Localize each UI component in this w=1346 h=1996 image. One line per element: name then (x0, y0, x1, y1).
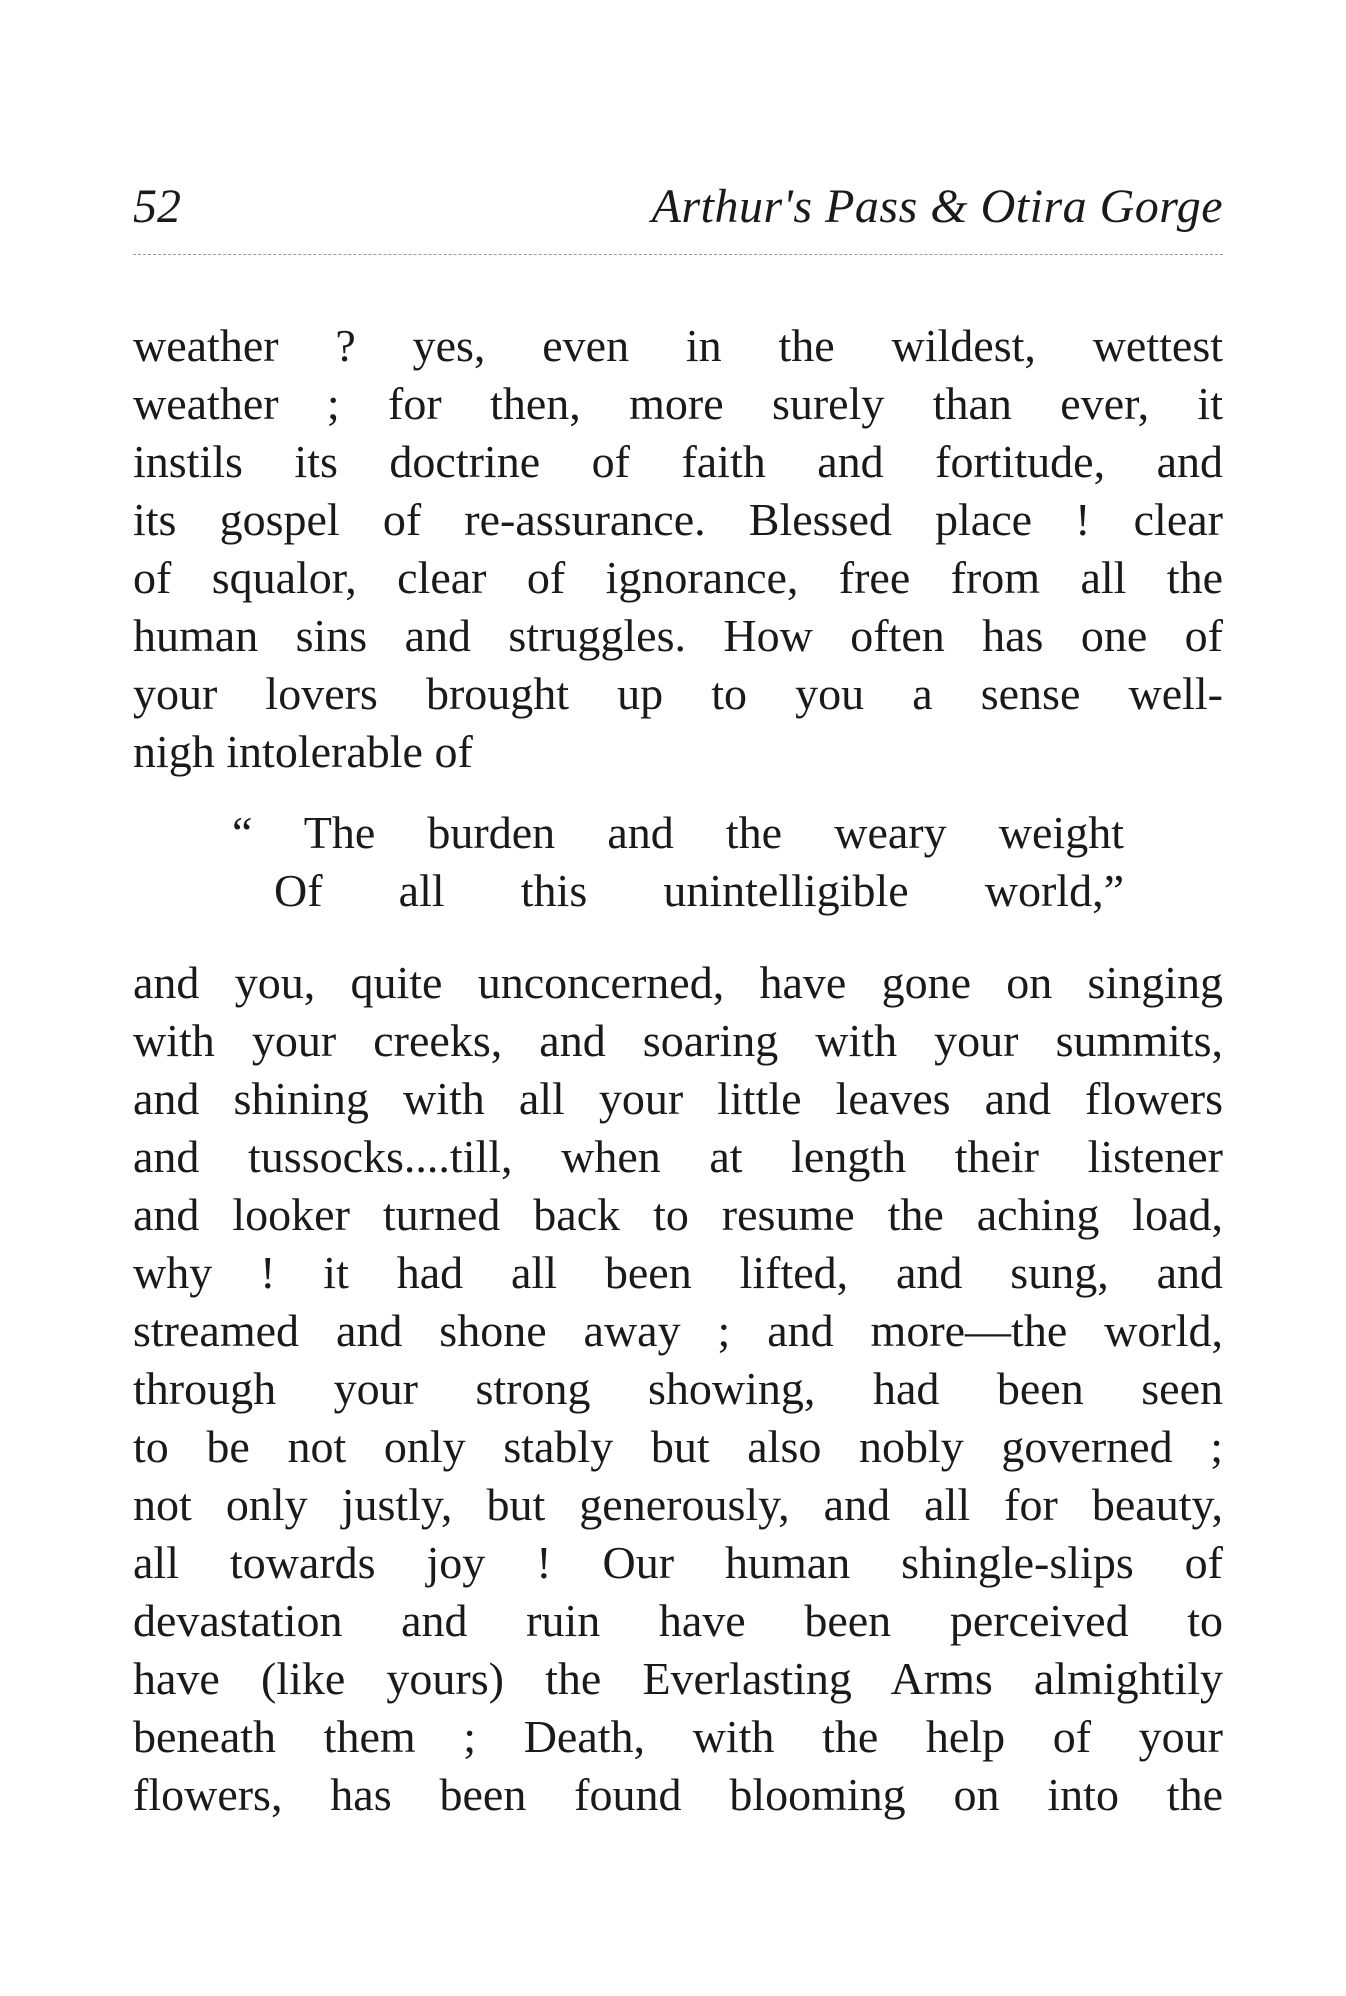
text-line: to be not only stably but also nobly governed ; (133, 1421, 1223, 1472)
text-line: and shining with all your little leaves and flowers (133, 1073, 1223, 1124)
text-line: instils its doctrine of faith and fortitude, and (133, 436, 1223, 487)
verse-quotation (232, 804, 1124, 920)
text-line: all towards joy ! Our human shingle-slips of (133, 1537, 1223, 1588)
page-number: 52 (133, 180, 181, 233)
verse-line: Of all this unintelligible world,” (274, 865, 1124, 916)
text-line: with your creeks, and soaring with your summits, (133, 1015, 1223, 1066)
text-line: of squalor, clear of ignorance, free from all the (133, 552, 1223, 603)
paragraph-2 (133, 954, 1223, 1824)
text-line: weather ; for then, more surely than ever, it (133, 378, 1223, 429)
text-line: its gospel of re-assurance. Blessed place ! clear (133, 494, 1223, 545)
verse-line: “ The burden and the weary weight (232, 807, 1124, 858)
paragraph-1 (133, 317, 1223, 781)
text-line: not only justly, but generously, and all for beauty, (133, 1479, 1223, 1530)
text-line: have (like yours) the Everlasting Arms almightily (133, 1653, 1223, 1704)
text-line: and you, quite unconcerned, have gone on singing (133, 957, 1223, 1008)
text-line: devastation and ruin have been perceived to (133, 1595, 1223, 1646)
text-line: nigh intolerable of (133, 726, 473, 777)
text-line: weather ? yes, even in the wildest, wettest (133, 320, 1223, 371)
page-header (133, 172, 1223, 242)
text-line: streamed and shone away ; and more—the world, (133, 1305, 1223, 1356)
text-line: human sins and struggles. How often has one of (133, 610, 1223, 661)
running-title: Arthur's Pass & Otira Gorge (651, 180, 1223, 233)
text-line: why ! it had all been lifted, and sung, and (133, 1247, 1223, 1298)
text-line: your lovers brought up to you a sense well- (133, 668, 1223, 719)
header-rule (133, 254, 1223, 255)
text-line: and looker turned back to resume the aching load, (133, 1189, 1223, 1240)
text-line: beneath them ; Death, with the help of your (133, 1711, 1223, 1762)
text-line: flowers, has been found blooming on into the (133, 1769, 1223, 1820)
text-line: and tussocks....till, when at length their listener (133, 1131, 1223, 1182)
text-line: through your strong showing, had been seen (133, 1363, 1223, 1414)
